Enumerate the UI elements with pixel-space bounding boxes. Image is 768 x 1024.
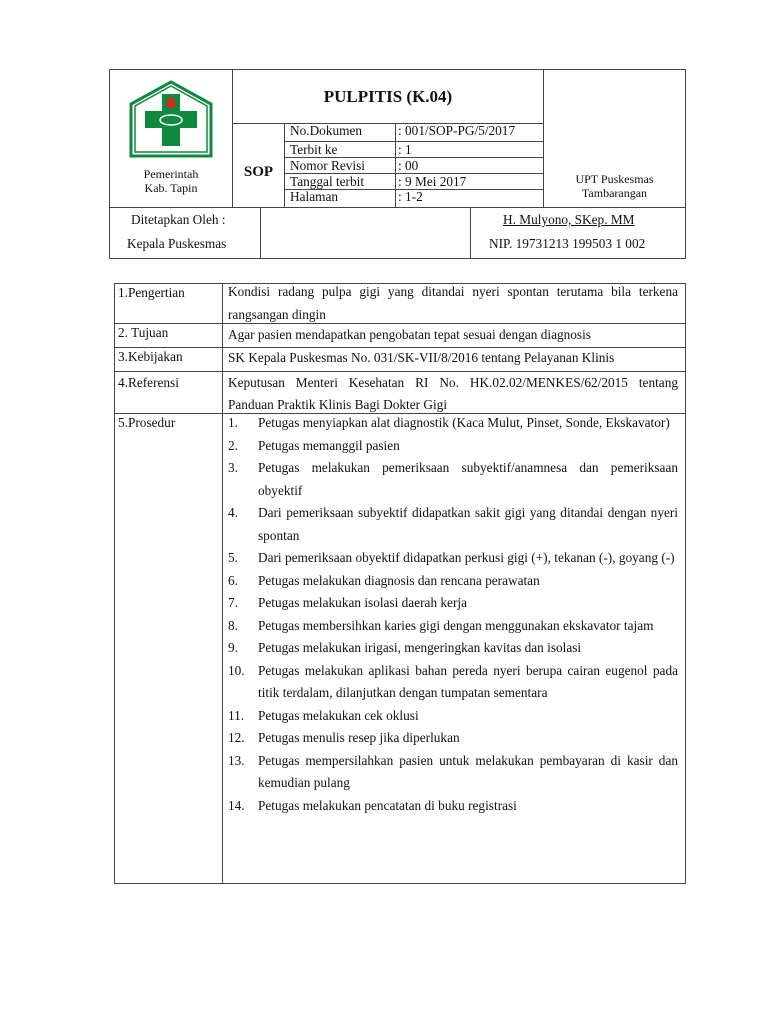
procedure-step: [228, 502, 678, 547]
procedure-step-number: 2.: [228, 437, 238, 453]
procedure-step-text: Petugas melakukan irigasi, mengeringkan kavitas dan isolasi: [258, 640, 582, 655]
procedure-step: [228, 570, 678, 593]
procedure-step-text: Petugas melakukan isolasi daerah kerja: [258, 595, 467, 610]
text-pengertian: Kondisi radang pulpa gigi yang ditandai nyeri spontan terutama bila terkena rangsangan dingin: [228, 284, 678, 322]
procedure-step-number: 10.: [228, 662, 245, 678]
approver-nip: NIP. 19731213 199503 1 002: [489, 236, 646, 251]
meta-label-nomor-revisi: Nomor Revisi: [290, 158, 365, 173]
procedure-step-text: Petugas menyiapkan alat diagnostik (Kaca Mulut, Pinset, Sonde, Ekskavator): [258, 415, 670, 430]
procedure-step-text: Petugas melakukan cek oklusi: [258, 707, 419, 723]
procedure-step-number: 8.: [228, 617, 238, 633]
text-kebijakan: SK Kepala Puskesmas No. 031/SK-VII/8/2016 tentang Pelayanan Klinis: [228, 350, 615, 365]
procedure-step: [228, 660, 678, 705]
procedure-step-text: Petugas melakukan pencatatan di buku registrasi: [258, 797, 517, 813]
procedure-step-number: 11.: [228, 707, 245, 723]
procedure-step-text: Petugas mempersilahkan pasien untuk melakukan pembayaran di kasir dan kemudian pulang: [258, 752, 678, 790]
sop-label: SOP: [243, 164, 274, 180]
org-right-line2: Tambarangan: [581, 186, 648, 200]
procedure-step: [228, 592, 678, 615]
meta-label-no-dokumen: No.Dokumen: [290, 123, 363, 138]
procedure-step: [228, 705, 678, 728]
procedure-step: [228, 750, 678, 795]
procedure-step: [228, 727, 678, 750]
puskesmas-logo-icon: [129, 80, 213, 158]
set-by-label: Ditetapkan Oleh :: [131, 212, 226, 227]
procedure-step-text: Petugas memanggil pasien: [258, 437, 400, 453]
procedure-step-number: 12.: [228, 730, 245, 745]
label-referensi: 4.Referensi: [118, 375, 179, 390]
org-right: [544, 172, 685, 200]
text-referensi: Keputusan Menteri Kesehatan RI No. HK.02.02/MENKES/62/2015 tentang Panduan Praktik Klinis Bagi Dokter Gigi: [228, 375, 678, 412]
procedure-step-number: 14.: [228, 797, 245, 813]
procedure-step: [228, 637, 678, 660]
org-right-line1: UPT Puskesmas: [575, 172, 654, 186]
procedure-step: [228, 547, 678, 570]
procedure-step: [228, 412, 678, 435]
label-pengertian: 1.Pengertian: [118, 285, 185, 300]
procedure-step-number: 7.: [228, 595, 238, 610]
org-left-line2: Kab. Tapin: [144, 181, 198, 195]
procedure-step-number: 4.: [228, 505, 238, 520]
procedure-step: [228, 457, 678, 502]
meta-value-terbit-ke: : 1: [398, 142, 412, 157]
procedure-step-text: Petugas menulis resep jika diperlukan: [258, 730, 460, 745]
procedure-step-number: 3.: [228, 460, 238, 475]
procedure-step-text: Petugas melakukan pemeriksaan subyektif/anamnesa dan pemeriksaan obyektif: [258, 460, 678, 498]
procedure-step: [228, 795, 678, 818]
meta-value-tanggal-terbit: : 9 Mei 2017: [398, 174, 467, 189]
procedure-step-text: Petugas membersihkan karies gigi dengan menggunakan ekskavator tajam: [258, 617, 654, 633]
procedure-step-number: 9.: [228, 640, 238, 655]
meta-label-tanggal-terbit: Tanggal terbit: [290, 174, 365, 189]
text-tujuan: Agar pasien mendapatkan pengobatan tepat sesuai dengan diagnosis: [228, 327, 591, 342]
page-title: PULPITIS (K.04): [323, 87, 453, 106]
position-label: Kepala Puskesmas: [127, 236, 227, 251]
procedure-step: [228, 435, 678, 458]
procedure-steps: [228, 412, 678, 817]
procedure-step-text: Dari pemeriksaan obyektif didapatkan perkusi gigi (+), tekanan (-), goyang (-): [258, 550, 675, 565]
procedure-step-text: Dari pemeriksaan subyektif didapatkan sakit gigi yang ditandai dengan nyeri spontan: [258, 505, 678, 543]
procedure-step: [228, 615, 678, 638]
procedure-step-number: 6.: [228, 572, 238, 588]
approver-name: H. Mulyono, SKep. MM: [503, 212, 635, 227]
procedure-step-number: 13.: [228, 752, 245, 768]
org-left-line1: Pemerintah: [143, 167, 199, 181]
meta-value-no-dokumen: : 001/SOP-PG/5/2017: [398, 123, 516, 138]
meta-value-nomor-revisi: : 00: [398, 158, 419, 173]
procedure-step-number: 5.: [228, 550, 238, 565]
procedure-step-number: 1.: [228, 415, 238, 430]
meta-value-halaman: : 1-2: [398, 189, 423, 204]
procedure-step-text: Petugas melakukan diagnosis dan rencana perawatan: [258, 572, 540, 588]
label-tujuan: 2. Tujuan: [118, 325, 169, 340]
procedure-step-text: Petugas melakukan aplikasi bahan pereda nyeri berupa cairan eugenol pada titik terdalam, dilanjutkan dengan tumpatan sementara: [258, 662, 678, 700]
label-kebijakan: 3.Kebijakan: [118, 349, 183, 364]
label-prosedur: 5.Prosedur: [118, 415, 176, 430]
meta-label-halaman: Halaman: [290, 189, 338, 204]
org-left: [110, 167, 232, 195]
meta-label-terbit-ke: Terbit ke: [290, 142, 338, 157]
